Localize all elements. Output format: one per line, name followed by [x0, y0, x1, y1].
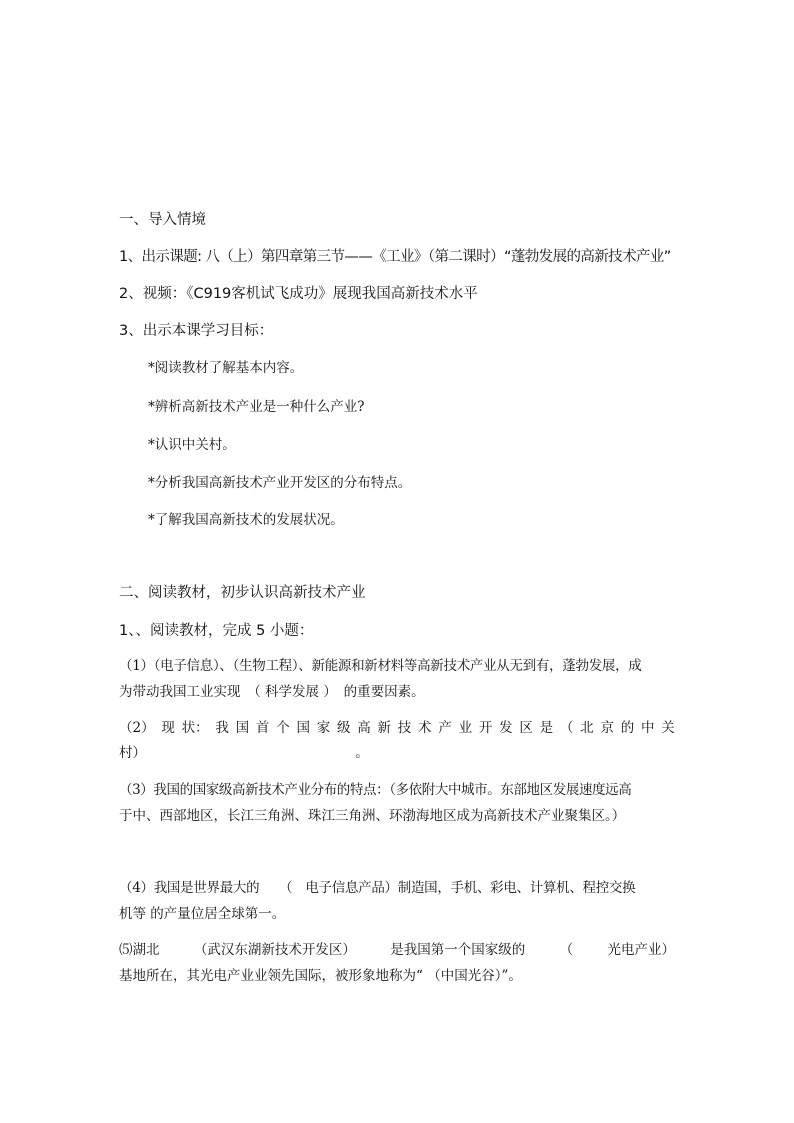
- q5-token: （: [559, 942, 574, 958]
- question-4-line-2: 机等 的产量位居全球第一。: [119, 906, 286, 922]
- goal-item: *分析我国高新技术产业开发区的分布特点。: [148, 475, 412, 491]
- question-1-line-1: （1）（电子信息）、（生物工程）、新能源和新材料等高新技术产业从无到有，蓬勃发展，成: [119, 658, 642, 674]
- q2-token: 区: [519, 720, 533, 736]
- q2-token: 现: [161, 720, 175, 736]
- question-5-line-1: [119, 942, 675, 960]
- q5-token: ⑸湖北: [119, 942, 160, 958]
- goal-item: *阅读教材了解基本内容。: [148, 360, 304, 376]
- q5-token: 光电产业）: [607, 942, 675, 958]
- lesson-title-item: 1、出示课题: 八（上）第四章第三节——《工业》（第二课时）“蓬勃发展的高新技术产业”: [119, 249, 671, 265]
- question-2-line-2: 村） 。: [119, 745, 369, 761]
- q2-token: 高: [357, 720, 371, 736]
- q2-token: 级: [336, 720, 351, 736]
- q2-token: 我: [215, 720, 229, 736]
- question-2-line-1: [119, 720, 675, 738]
- q2-token: 发: [499, 720, 513, 736]
- question-3-line-1: （3）我国的国家级高新技术产业分布的特点：（多依附大中城市。东部地区发展速度远高: [119, 782, 632, 798]
- video-item: 2、视频：《C919客机试飞成功》展现我国高新技术水平: [119, 286, 478, 302]
- q2-token: 关: [661, 720, 675, 736]
- q2-token: 国: [296, 720, 310, 736]
- section-1-title: 一、导入情境: [119, 212, 206, 228]
- q2-token: 北: [580, 720, 594, 736]
- section-2-title: 二、阅读教材，初步认识高新技术产业: [119, 585, 366, 601]
- goal-item: *辨析高新技术产业是一种什么产业?: [148, 399, 365, 415]
- q2-token: 首: [255, 720, 270, 736]
- q2-token: 业: [458, 720, 473, 736]
- q2-token: 状：: [181, 720, 209, 736]
- q2-token: 家: [316, 720, 331, 736]
- q2-token: 的: [620, 720, 635, 736]
- question-3-line-2: 于中、西部地区，长江三角洲、珠江三角洲、环渤海地区成为高新技术产业聚集区。）: [119, 808, 626, 824]
- goal-item: *了解我国高新技术的发展状况。: [148, 512, 344, 528]
- goals-heading: 3、出示本课学习目标：: [119, 323, 274, 339]
- q2-token: 中: [640, 720, 655, 736]
- question-5-line-2: 基地所在，其光电产业业领先国际，被形象地称为“ （中国光谷）”。: [119, 968, 522, 984]
- q2-token: 术: [418, 720, 432, 736]
- q2-token: （2）: [119, 720, 155, 736]
- q2-token: 技: [397, 720, 412, 736]
- q2-token: 新: [377, 720, 392, 736]
- goal-item: *认识中关村。: [148, 437, 236, 453]
- q2-token: 产: [438, 720, 452, 736]
- question-1-line-2: 为带动我国工业实现 （ 科学发展 ） 的重要因素。: [119, 684, 425, 700]
- q2-token: 国: [235, 720, 250, 736]
- q2-token: 京: [600, 720, 614, 736]
- q2-token: 开: [478, 720, 493, 736]
- exercise-intro: 1、、阅读教材，完成 5 小题：: [119, 623, 314, 639]
- q5-token: 是我国第一个国家级的: [390, 942, 526, 958]
- question-4-line-1: （4）我国是世界最大的 （ 电子信息产品）制造国，手机、彩电、计算机、程控交换: [119, 880, 636, 896]
- q2-token: 是: [539, 720, 554, 736]
- q5-token: （武汉东湖新技术开发区）: [193, 942, 356, 958]
- q2-token: （: [559, 720, 574, 736]
- q2-token: 个: [276, 720, 290, 736]
